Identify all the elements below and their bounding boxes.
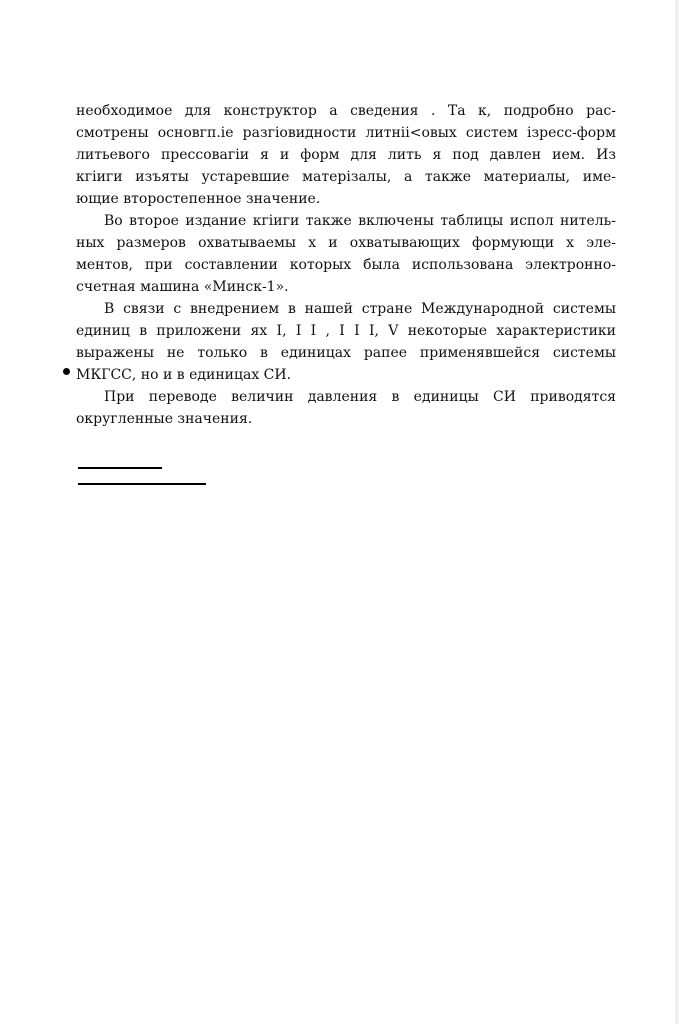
text-line: Во второе издание кгіиги также включены таблицы испол нитель- (104, 213, 616, 229)
text-line: необходимое для конструктор а сведения . Та к, подробно рас- (76, 103, 616, 119)
text-line: выражены не только в единицах рапее применявшейся системы (76, 345, 616, 361)
text-line: ных размеров охватываемы х и охватывающих формующи х эле- (76, 235, 616, 251)
page-edge-shadow (675, 0, 679, 1024)
bullet-dot-icon (63, 368, 70, 375)
text-line: счетная машина «Минск-1». (76, 279, 289, 295)
text-line: кгіиги изъяты устаревшие матерізалы, а также материалы, име- (76, 169, 616, 185)
footnote-rule-short (78, 467, 162, 469)
text-line: единиц в приложени ях I, I I , I I I, V некоторые характеристики (76, 323, 616, 339)
text-line: ментов, при составлении которых была использована электронно- (76, 257, 616, 273)
text-line: литьевого прессовагіи я и форм для лить я под давлен ием. Из (76, 147, 616, 163)
text-line: округленные значения. (76, 411, 253, 427)
text-line: смотрены основгп.іе разгіовидности литніі<овых систем ізресс-форм (76, 125, 616, 141)
text-line: В связи с внедрением в нашей стране Международной системы (104, 301, 616, 317)
text-line: ющие второстепенное значение. (76, 191, 321, 207)
footnote-rule-long (78, 483, 206, 485)
text-line: При переводе величин давления в единицы СИ приводятся (104, 389, 616, 405)
text-line: МКГСС, но и в единицах СИ. (76, 367, 292, 383)
